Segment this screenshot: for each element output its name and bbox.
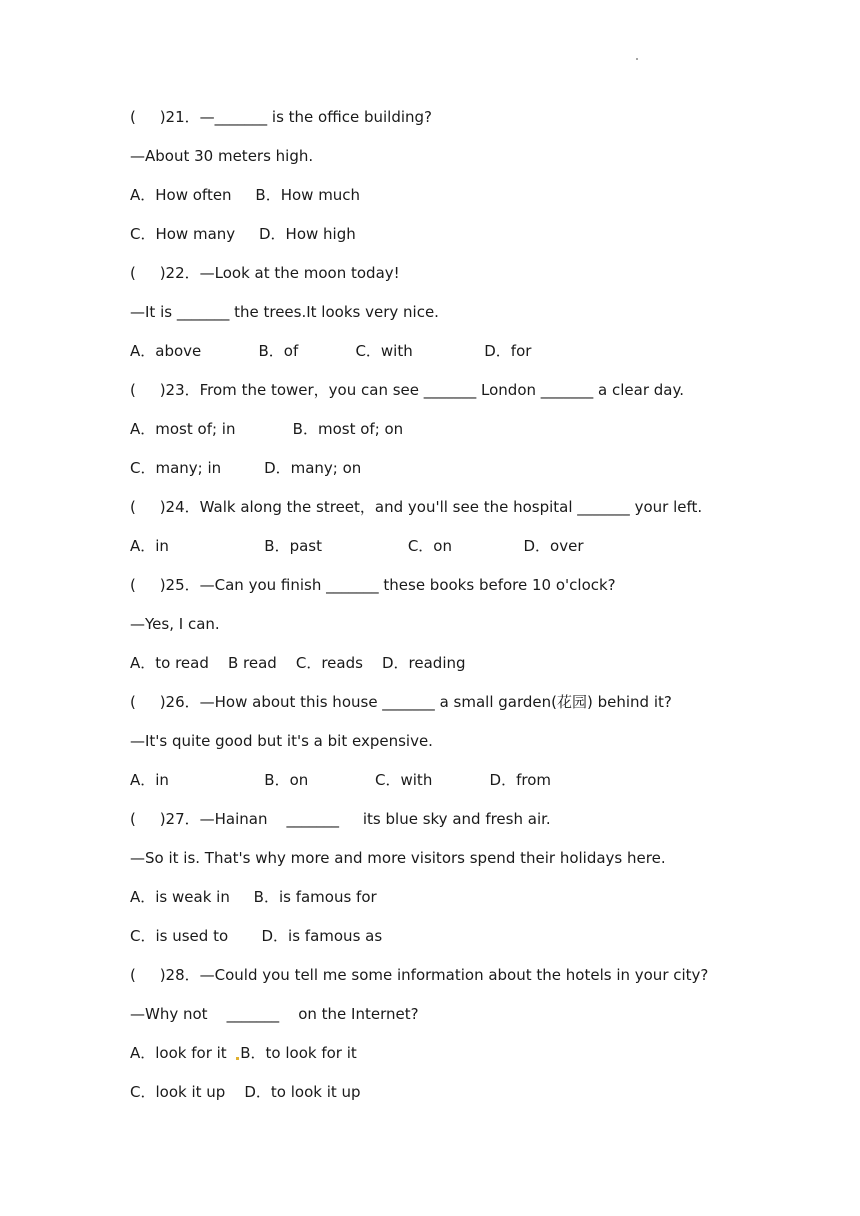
question-24-stem: ( )24．Walk along the street，and you'll see the hospital _______ your left. [130, 498, 703, 516]
question-21-stem: ( )21．—_______ is the office building? [130, 108, 432, 126]
question-24-options: A．in B．past C．on D．over [130, 537, 584, 555]
question-23-stem: ( )23．From the tower，you can see _______ London _______ a clear day. [130, 381, 684, 399]
question-27-stem: ( )27．—Hainan _______ its blue sky and fresh air. [130, 810, 551, 828]
page-dot [636, 58, 638, 60]
question-list [130, 106, 830, 1120]
question-22-stem: ( )22．—Look at the moon today! [130, 264, 400, 282]
question-22-answer: —It is _______ the trees.It looks very nice. [130, 303, 439, 321]
question-25-answer: —Yes, I can. [130, 615, 220, 633]
question-28-answer: —Why not _______ on the Internet? [130, 1005, 419, 1023]
marker-dot [236, 1057, 239, 1060]
question-26-options: A．in B．on C．with D．from [130, 771, 551, 789]
question-27-answer: —So it is. That's why more and more visitors spend their holidays here. [130, 849, 666, 867]
question-21-options-cd: C．How many D．How high [130, 225, 356, 243]
question-28-options-cd: C．look it up D．to look it up [130, 1083, 361, 1101]
question-25-options: A．to read B read C．reads D．reading [130, 654, 466, 672]
question-23-options-cd: C．many; in D．many; on [130, 459, 362, 477]
question-26-stem: ( )26．—How about this house _______ a small garden(花园) behind it? [130, 693, 672, 711]
question-21-answer: —About 30 meters high. [130, 147, 314, 165]
question-22-options: A．above B．of C．with D．for [130, 342, 532, 360]
question-21-options-ab: A．How often B．How much [130, 186, 361, 204]
question-26-answer: —It's quite good but it's a bit expensive. [130, 732, 433, 750]
question-25-stem: ( )25．—Can you finish _______ these books before 10 o'clock? [130, 576, 616, 594]
question-23-options-ab: A．most of; in B．most of; on [130, 420, 404, 438]
question-27-options-ab: A．is weak in B．is famous for [130, 888, 377, 906]
question-28-option-b: B．to look for it [240, 1044, 357, 1062]
question-28-stem: ( )28．—Could you tell me some information about the hotels in your city? [130, 966, 709, 984]
question-28-options-ab [130, 1042, 830, 1081]
question-27-options-cd: C．is used to D．is famous as [130, 927, 383, 945]
question-28-option-a: A．look for it [130, 1044, 227, 1062]
